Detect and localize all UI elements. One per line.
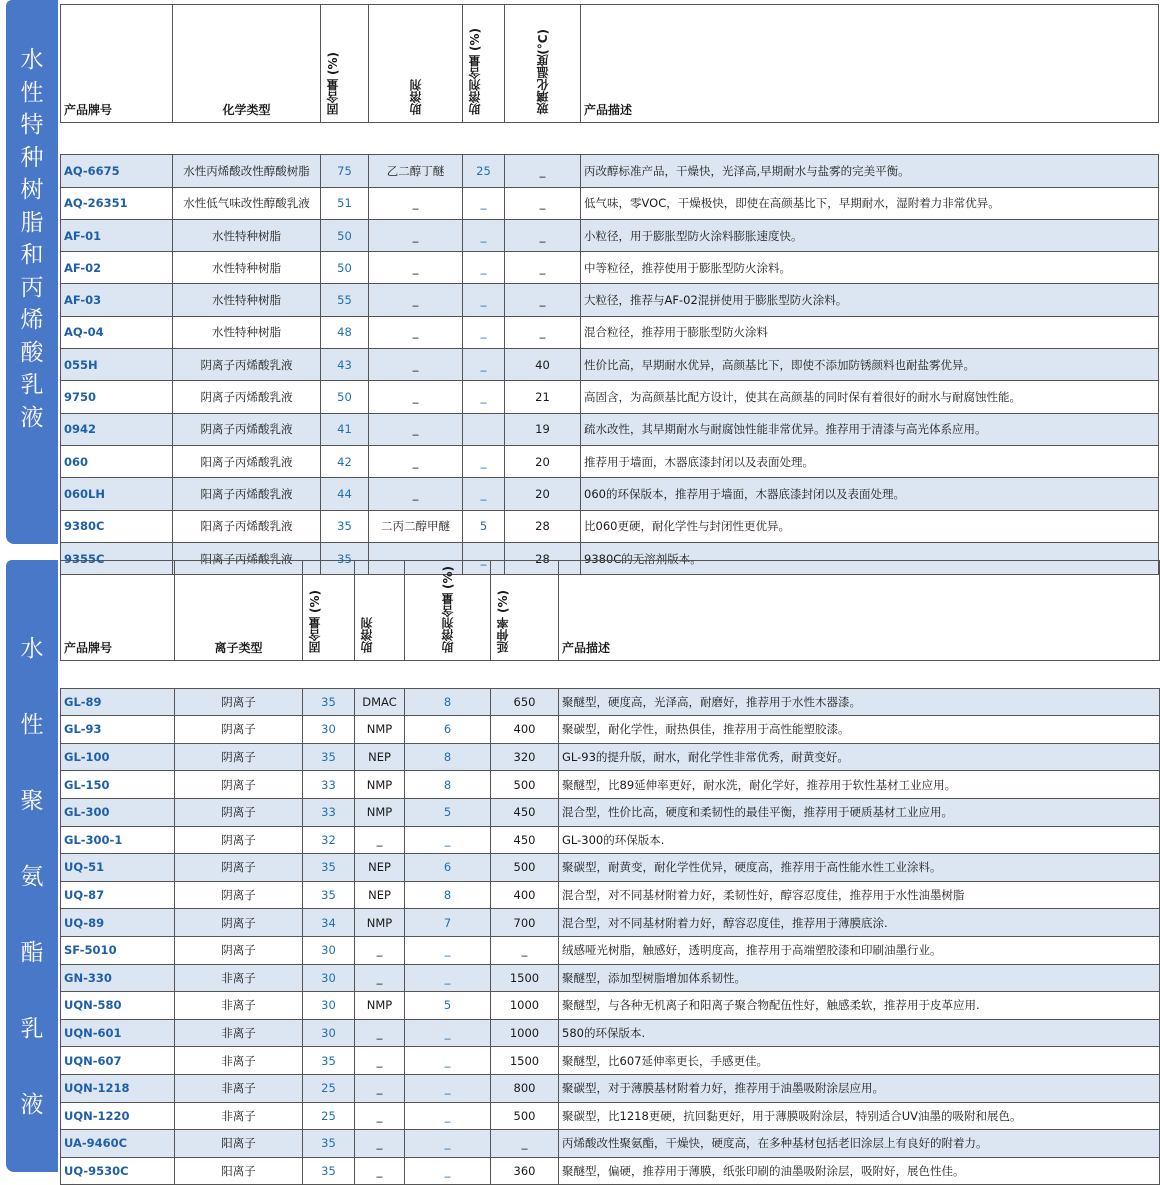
cell-type: 阴离子 bbox=[175, 716, 303, 744]
table-row bbox=[61, 219, 1159, 251]
cell-solid: 51 bbox=[321, 187, 369, 219]
cell-solvent-pct: 5 bbox=[405, 798, 491, 826]
cell-tg: 21 bbox=[505, 381, 581, 413]
polyurethane-table bbox=[60, 560, 1160, 1185]
cell-type: 阴离子丙烯酸乳液 bbox=[173, 381, 321, 413]
cell-elong: 450 bbox=[491, 798, 559, 826]
side-label-char: 性 bbox=[20, 79, 44, 106]
cell-code: UQN-601 bbox=[61, 1019, 175, 1047]
header-solvent-pct: 助溶剂含量 (%) bbox=[405, 561, 491, 661]
table-row bbox=[61, 445, 1159, 477]
cell-solvent-pct bbox=[463, 413, 505, 445]
cell-code: GL-93 bbox=[61, 716, 175, 744]
cell-elong: 1000 bbox=[491, 992, 559, 1020]
table-row bbox=[61, 252, 1159, 284]
cell-type: 阴离子 bbox=[175, 771, 303, 799]
cell-code: GN-330 bbox=[61, 964, 175, 992]
cell-code: UQ-51 bbox=[61, 854, 175, 882]
header-solvent: 助溶剂 bbox=[355, 561, 405, 661]
cell-type: 非离子 bbox=[175, 1074, 303, 1102]
cell-solid: 35 bbox=[303, 1157, 355, 1185]
cell-type: 阴离子 bbox=[175, 881, 303, 909]
table-row bbox=[61, 1157, 1160, 1185]
cell-solvent-pct: _ bbox=[405, 1102, 491, 1130]
cell-desc: 混合型，对不同基材附着力好，醇容忍度佳，推荐用于薄膜底涂. bbox=[559, 909, 1160, 937]
cell-type: 阴离子丙烯酸乳液 bbox=[173, 413, 321, 445]
cell-type: 阳离子丙烯酸乳液 bbox=[173, 542, 321, 574]
cell-solvent: _ bbox=[355, 964, 405, 992]
header-spacer bbox=[61, 661, 1160, 689]
cell-solid: 25 bbox=[303, 1102, 355, 1130]
cell-solid: 50 bbox=[321, 252, 369, 284]
cell-type: 非离子 bbox=[175, 1102, 303, 1130]
cell-solvent-pct: 5 bbox=[405, 992, 491, 1020]
cell-type: 阳离子 bbox=[175, 1157, 303, 1185]
table-row bbox=[61, 936, 1160, 964]
header-solvent: 助溶剂 bbox=[369, 5, 463, 123]
cell-solid: 30 bbox=[303, 936, 355, 964]
cell-code: AF-01 bbox=[61, 219, 173, 251]
cell-solid: 30 bbox=[303, 1019, 355, 1047]
cell-type: 阴离子 bbox=[175, 909, 303, 937]
side-label-char: 脂 bbox=[20, 209, 44, 236]
cell-solid: 35 bbox=[303, 881, 355, 909]
cell-code: AQ-6675 bbox=[61, 155, 173, 187]
cell-desc: 9380C的无溶剂版本。 bbox=[581, 542, 1159, 574]
cell-solvent: _ bbox=[355, 1157, 405, 1185]
side-label-char: 液 bbox=[20, 404, 44, 431]
side-label-char: 液 bbox=[20, 1092, 44, 1118]
cell-type: 非离子 bbox=[175, 992, 303, 1020]
cell-type: 水性特种树脂 bbox=[173, 316, 321, 348]
cell-tg: 20 bbox=[505, 445, 581, 477]
table-row bbox=[61, 688, 1160, 716]
cell-type: 水性丙烯酸改性醇酸树脂 bbox=[173, 155, 321, 187]
cell-desc: 高固含，为高颜基比配方设计，使其在高颜基的同时保有着很好的耐水与耐腐蚀性能。 bbox=[581, 381, 1159, 413]
cell-solvent-pct: _ bbox=[405, 1047, 491, 1075]
cell-type: 非离子 bbox=[175, 964, 303, 992]
cell-solvent: NEP bbox=[355, 881, 405, 909]
cell-desc: 聚醚型，硬度高，光泽高，耐磨好，推荐用于水性木器漆。 bbox=[559, 688, 1160, 716]
header-tg: 玻璃化温度(°C) bbox=[505, 5, 581, 123]
cell-solvent: NMP bbox=[355, 909, 405, 937]
cell-desc: 聚醚型，添加型树脂增加体系韧性。 bbox=[559, 964, 1160, 992]
cell-code: AQ-26351 bbox=[61, 187, 173, 219]
cell-elong: 360 bbox=[491, 1157, 559, 1185]
cell-solvent-pct: 6 bbox=[405, 854, 491, 882]
cell-type: 阴离子 bbox=[175, 743, 303, 771]
cell-solvent: _ bbox=[355, 826, 405, 854]
cell-solvent: _ bbox=[355, 1074, 405, 1102]
table-row bbox=[61, 1102, 1160, 1130]
cell-desc: 混合粒径，推荐用于膨胀型防火涂料 bbox=[581, 316, 1159, 348]
cell-solvent-pct: 7 bbox=[405, 909, 491, 937]
table-row bbox=[61, 1047, 1160, 1075]
header-code: 产品牌号 bbox=[61, 561, 175, 661]
header-type: 化学类型 bbox=[173, 5, 321, 123]
table-row bbox=[61, 155, 1159, 187]
cell-elong: 400 bbox=[491, 716, 559, 744]
cell-solvent-pct: _ bbox=[463, 349, 505, 381]
cell-solvent: _ bbox=[369, 413, 463, 445]
cell-solvent: _ bbox=[369, 381, 463, 413]
table-row bbox=[61, 909, 1160, 937]
header-solid: 固含量 (%) bbox=[321, 5, 369, 123]
cell-solvent-pct: _ bbox=[405, 936, 491, 964]
cell-code: UQ-87 bbox=[61, 881, 175, 909]
cell-code: 0942 bbox=[61, 413, 173, 445]
cell-solid: 30 bbox=[303, 716, 355, 744]
cell-solid: 30 bbox=[303, 964, 355, 992]
cell-code: AF-03 bbox=[61, 284, 173, 316]
cell-solvent: _ bbox=[369, 316, 463, 348]
cell-solvent: _ bbox=[355, 1102, 405, 1130]
cell-code: UQN-580 bbox=[61, 992, 175, 1020]
cell-solid: 32 bbox=[303, 826, 355, 854]
cell-solvent: _ bbox=[355, 936, 405, 964]
cell-type: 阴离子 bbox=[175, 826, 303, 854]
cell-solvent: NMP bbox=[355, 771, 405, 799]
cell-solvent-pct: 8 bbox=[405, 688, 491, 716]
cell-solid: 25 bbox=[303, 1074, 355, 1102]
cell-solvent: _ bbox=[369, 252, 463, 284]
side-label-char: 聚 bbox=[20, 788, 44, 814]
cell-desc: 推荐用于墙面，木器底漆封闭以及表面处理。 bbox=[581, 445, 1159, 477]
cell-code: GL-300-1 bbox=[61, 826, 175, 854]
cell-solvent: _ bbox=[355, 1047, 405, 1075]
cell-solvent: _ bbox=[355, 1130, 405, 1158]
cell-solid: 44 bbox=[321, 478, 369, 510]
cell-type: 非离子 bbox=[175, 1047, 303, 1075]
cell-type: 阳离子丙烯酸乳液 bbox=[173, 510, 321, 542]
spacer-cell bbox=[61, 661, 1160, 689]
cell-code: AF-02 bbox=[61, 252, 173, 284]
side-label-char: 氨 bbox=[20, 864, 44, 890]
table-row bbox=[61, 854, 1160, 882]
cell-solid: 35 bbox=[303, 1130, 355, 1158]
cell-solid: 35 bbox=[303, 1047, 355, 1075]
cell-solid: 50 bbox=[321, 219, 369, 251]
cell-desc: 中等粒径，推荐使用于膨胀型防火涂料。 bbox=[581, 252, 1159, 284]
spacer-cell bbox=[61, 123, 1159, 155]
cell-elong: 320 bbox=[491, 743, 559, 771]
resin-table bbox=[60, 4, 1159, 575]
cell-desc: 聚醚型，比89延伸率更好，耐水洗，耐化学好，推荐用于软性基材工业应用。 bbox=[559, 771, 1160, 799]
cell-desc: 聚碳型，对于薄膜基材附着力好，推荐用于油墨吸附涂层应用。 bbox=[559, 1074, 1160, 1102]
cell-code: SF-5010 bbox=[61, 936, 175, 964]
cell-solvent-pct: _ bbox=[405, 826, 491, 854]
table-row bbox=[61, 510, 1159, 542]
cell-desc: GL-300的环保版本. bbox=[559, 826, 1160, 854]
table-row bbox=[61, 413, 1159, 445]
cell-code: GL-150 bbox=[61, 771, 175, 799]
side-label-char: 烯 bbox=[20, 307, 44, 333]
side-label-char: 水 bbox=[20, 636, 44, 662]
cell-desc: 小粒径，用于膨胀型防火涂料膨胀速度快。 bbox=[581, 219, 1159, 251]
cell-code: GL-100 bbox=[61, 743, 175, 771]
cell-solvent-pct: _ bbox=[463, 284, 505, 316]
table-row bbox=[61, 284, 1159, 316]
cell-type: 阴离子丙烯酸乳液 bbox=[173, 349, 321, 381]
cell-solvent-pct: 8 bbox=[405, 771, 491, 799]
cell-solid: 30 bbox=[303, 992, 355, 1020]
cell-solid: 42 bbox=[321, 445, 369, 477]
cell-desc: 混合型，对不同基材附着力好，柔韧性好，醇容忍度佳，推荐用于水性油墨树脂 bbox=[559, 881, 1160, 909]
cell-solvent: _ bbox=[369, 219, 463, 251]
section2-side-label bbox=[6, 560, 58, 1172]
cell-solid: 75 bbox=[321, 155, 369, 187]
cell-type: 阳离子 bbox=[175, 1130, 303, 1158]
cell-code: 060 bbox=[61, 445, 173, 477]
cell-code: AQ-04 bbox=[61, 316, 173, 348]
cell-solid: 34 bbox=[303, 909, 355, 937]
header-spacer bbox=[61, 123, 1159, 155]
cell-solvent-pct: _ bbox=[463, 542, 505, 574]
cell-elong: 500 bbox=[491, 771, 559, 799]
cell-solvent-pct: _ bbox=[463, 381, 505, 413]
cell-desc: 060的环保版本，推荐用于墙面，木器底漆封闭以及表面处理。 bbox=[581, 478, 1159, 510]
side-label-char: 酯 bbox=[20, 940, 44, 966]
cell-desc: 聚碳型，耐化学性，耐热俱佳，推荐用于高性能塑胶漆。 bbox=[559, 716, 1160, 744]
cell-type: 水性特种树脂 bbox=[173, 252, 321, 284]
header-desc: 产品描述 bbox=[559, 561, 1160, 661]
table-row bbox=[61, 381, 1159, 413]
cell-solvent-pct: _ bbox=[405, 1019, 491, 1047]
cell-desc: 绒感哑光树脂，触感好，透明度高，推荐用于高端塑胶漆和印刷油墨行业。 bbox=[559, 936, 1160, 964]
cell-solvent: 二丙二醇甲醚 bbox=[369, 510, 463, 542]
cell-solid: 35 bbox=[303, 743, 355, 771]
cell-solid: 55 bbox=[321, 284, 369, 316]
cell-solvent-pct: _ bbox=[463, 316, 505, 348]
table-row bbox=[61, 316, 1159, 348]
cell-type: 非离子 bbox=[175, 1019, 303, 1047]
cell-tg: 28 bbox=[505, 542, 581, 574]
side-label-char: 乳 bbox=[20, 1016, 44, 1042]
cell-elong: 500 bbox=[491, 1102, 559, 1130]
header-elong: 延伸率 (%) bbox=[491, 561, 559, 661]
cell-solvent-pct: _ bbox=[405, 964, 491, 992]
table-row bbox=[61, 1074, 1160, 1102]
cell-elong: 400 bbox=[491, 881, 559, 909]
cell-code: UQ-9530C bbox=[61, 1157, 175, 1185]
cell-tg: _ bbox=[505, 219, 581, 251]
table-row bbox=[61, 992, 1160, 1020]
cell-desc: 丙改醇标准产品，干燥快，光泽高,早期耐水与盐雾的完美平衡。 bbox=[581, 155, 1159, 187]
cell-solvent: NMP bbox=[355, 716, 405, 744]
cell-code: 9355C bbox=[61, 542, 173, 574]
cell-solvent-pct: 5 bbox=[463, 510, 505, 542]
cell-elong: 450 bbox=[491, 826, 559, 854]
header-solid: 固含量 (%) bbox=[303, 561, 355, 661]
cell-solvent: DMAC bbox=[355, 688, 405, 716]
cell-solvent: NEP bbox=[355, 743, 405, 771]
cell-elong: 700 bbox=[491, 909, 559, 937]
table-row bbox=[61, 771, 1160, 799]
cell-code: UQ-89 bbox=[61, 909, 175, 937]
cell-solvent: _ bbox=[369, 349, 463, 381]
table-row bbox=[61, 1130, 1160, 1158]
cell-elong: 650 bbox=[491, 688, 559, 716]
cell-solvent-pct: 8 bbox=[405, 743, 491, 771]
cell-solvent-pct: _ bbox=[463, 445, 505, 477]
table-row bbox=[61, 349, 1159, 381]
cell-solvent-pct: _ bbox=[405, 1074, 491, 1102]
table-row bbox=[61, 798, 1160, 826]
cell-solvent: _ bbox=[355, 1019, 405, 1047]
cell-solvent: _ bbox=[369, 187, 463, 219]
cell-tg: 20 bbox=[505, 478, 581, 510]
cell-desc: 聚醚型，偏硬，推荐用于薄膜，纸张印刷的油墨吸附涂层，吸附好，展色性佳。 bbox=[559, 1157, 1160, 1185]
cell-tg: 40 bbox=[505, 349, 581, 381]
table-row bbox=[61, 964, 1160, 992]
cell-solid: 50 bbox=[321, 381, 369, 413]
cell-type: 阳离子丙烯酸乳液 bbox=[173, 445, 321, 477]
cell-desc: 聚碳型，比1218更硬，抗回黏更好，用于薄膜吸附涂层，特别适合UV油墨的吸附和展色。 bbox=[559, 1102, 1160, 1130]
cell-tg: 28 bbox=[505, 510, 581, 542]
cell-solvent-pct: _ bbox=[463, 219, 505, 251]
side-label-char: 酸 bbox=[20, 339, 44, 366]
side-label-char: 特 bbox=[20, 112, 44, 138]
cell-elong: 1500 bbox=[491, 1047, 559, 1075]
cell-code: GL-300 bbox=[61, 798, 175, 826]
cell-solvent: 乙二醇丁醚 bbox=[369, 155, 463, 187]
table-row bbox=[61, 716, 1160, 744]
cell-desc: 580的环保版本. bbox=[559, 1019, 1160, 1047]
table-header-row bbox=[61, 5, 1159, 123]
cell-elong: _ bbox=[491, 1130, 559, 1158]
cell-solid: 41 bbox=[321, 413, 369, 445]
table-row bbox=[61, 743, 1160, 771]
cell-desc: 丙烯酸改性聚氨酯，干燥快，硬度高，在多种基材包括老旧涂层上有良好的附着力。 bbox=[559, 1130, 1160, 1158]
cell-solvent-pct: _ bbox=[405, 1157, 491, 1185]
side-label-char: 和 bbox=[20, 242, 44, 268]
cell-desc: 混合型，性价比高，硬度和柔韧性的最佳平衡，推荐用于硬质基材工业应用。 bbox=[559, 798, 1160, 826]
cell-solvent: _ bbox=[369, 284, 463, 316]
cell-type: 水性特种树脂 bbox=[173, 284, 321, 316]
cell-code: GL-89 bbox=[61, 688, 175, 716]
cell-desc: GL-93的提升版，耐水，耐化学性非常优秀，耐黄变好。 bbox=[559, 743, 1160, 771]
cell-solvent-pct: _ bbox=[463, 478, 505, 510]
cell-elong: 500 bbox=[491, 854, 559, 882]
header-desc: 产品描述 bbox=[581, 5, 1159, 123]
cell-code: UQN-1218 bbox=[61, 1074, 175, 1102]
cell-type: 阳离子丙烯酸乳液 bbox=[173, 478, 321, 510]
cell-tg: _ bbox=[505, 316, 581, 348]
cell-solvent-pct: _ bbox=[405, 1130, 491, 1158]
cell-solid: 33 bbox=[303, 798, 355, 826]
cell-elong: 800 bbox=[491, 1074, 559, 1102]
cell-code: 055H bbox=[61, 349, 173, 381]
cell-desc: 性价比高，早期耐水优异，高颜基比下，即使不添加防锈颜料也耐盐雾优异。 bbox=[581, 349, 1159, 381]
table-row bbox=[61, 826, 1160, 854]
side-label-char: 水 bbox=[20, 47, 44, 73]
cell-solid: 33 bbox=[303, 771, 355, 799]
table-row bbox=[61, 881, 1160, 909]
cell-solvent-pct: 25 bbox=[463, 155, 505, 187]
cell-solid: 35 bbox=[321, 510, 369, 542]
cell-solvent-pct: _ bbox=[463, 252, 505, 284]
section1-side-label bbox=[6, 0, 58, 544]
cell-elong: 1500 bbox=[491, 964, 559, 992]
cell-code: UQN-607 bbox=[61, 1047, 175, 1075]
cell-solid: 43 bbox=[321, 349, 369, 381]
cell-tg: 19 bbox=[505, 413, 581, 445]
table-row bbox=[61, 478, 1159, 510]
cell-type: 水性特种树脂 bbox=[173, 219, 321, 251]
table-header-row bbox=[61, 561, 1160, 661]
cell-solvent: NMP bbox=[355, 992, 405, 1020]
cell-desc: 疏水改性，其早期耐水与耐腐蚀性能非常优异。推荐用于清漆与高光体系应用。 bbox=[581, 413, 1159, 445]
cell-tg: _ bbox=[505, 155, 581, 187]
cell-desc: 聚醚型，比607延伸率更长，手感更佳。 bbox=[559, 1047, 1160, 1075]
cell-code: 9750 bbox=[61, 381, 173, 413]
cell-tg: _ bbox=[505, 284, 581, 316]
cell-code: UA-9460C bbox=[61, 1130, 175, 1158]
cell-code: 060LH bbox=[61, 478, 173, 510]
cell-solid: 35 bbox=[321, 542, 369, 574]
cell-type: 阴离子 bbox=[175, 688, 303, 716]
table-row bbox=[61, 1019, 1160, 1047]
side-label-char: 性 bbox=[20, 712, 44, 738]
cell-code: 9380C bbox=[61, 510, 173, 542]
cell-desc: 聚醚型，与各种无机离子和阳离子聚合物配伍性好，触感柔软，推荐用于皮革应用. bbox=[559, 992, 1160, 1020]
side-label-char: 乳 bbox=[20, 372, 44, 398]
cell-desc: 大粒径，推荐与AF-02混拼使用于膨胀型防火涂料。 bbox=[581, 284, 1159, 316]
cell-solid: 35 bbox=[303, 688, 355, 716]
cell-solvent: NEP bbox=[355, 854, 405, 882]
cell-solvent-pct: _ bbox=[463, 187, 505, 219]
cell-desc: 聚碳型，耐黄变，耐化学性优异，硬度高，推荐用于高性能水性工业涂料。 bbox=[559, 854, 1160, 882]
cell-solid: 35 bbox=[303, 854, 355, 882]
cell-solvent: _ bbox=[369, 445, 463, 477]
cell-type: 阴离子 bbox=[175, 854, 303, 882]
header-solvent-pct: 助溶剂含量 (%) bbox=[463, 5, 505, 123]
cell-desc: 低气味，零VOC，干燥极快，即使在高颜基比下，早期耐水，湿附着力非常优异。 bbox=[581, 187, 1159, 219]
cell-solvent-pct: 6 bbox=[405, 716, 491, 744]
cell-type: 水性低气味改性醇酸乳液 bbox=[173, 187, 321, 219]
table-row bbox=[61, 187, 1159, 219]
cell-desc: 比060更硬，耐化学性与封闭性更优异。 bbox=[581, 510, 1159, 542]
cell-tg: _ bbox=[505, 187, 581, 219]
side-label-char: 种 bbox=[20, 144, 44, 171]
header-type: 离子类型 bbox=[175, 561, 303, 661]
cell-type: 阴离子 bbox=[175, 936, 303, 964]
cell-elong: 1000 bbox=[491, 1019, 559, 1047]
side-label-char: 树 bbox=[20, 177, 44, 203]
cell-solvent: _ bbox=[369, 478, 463, 510]
cell-solid: 48 bbox=[321, 316, 369, 348]
cell-solvent: NMP bbox=[355, 798, 405, 826]
cell-type: 阴离子 bbox=[175, 798, 303, 826]
cell-tg: _ bbox=[505, 252, 581, 284]
cell-code: UQN-1220 bbox=[61, 1102, 175, 1130]
side-label-char: 丙 bbox=[20, 274, 44, 301]
header-code: 产品牌号 bbox=[61, 5, 173, 123]
cell-solvent-pct: 8 bbox=[405, 881, 491, 909]
cell-elong: _ bbox=[491, 936, 559, 964]
